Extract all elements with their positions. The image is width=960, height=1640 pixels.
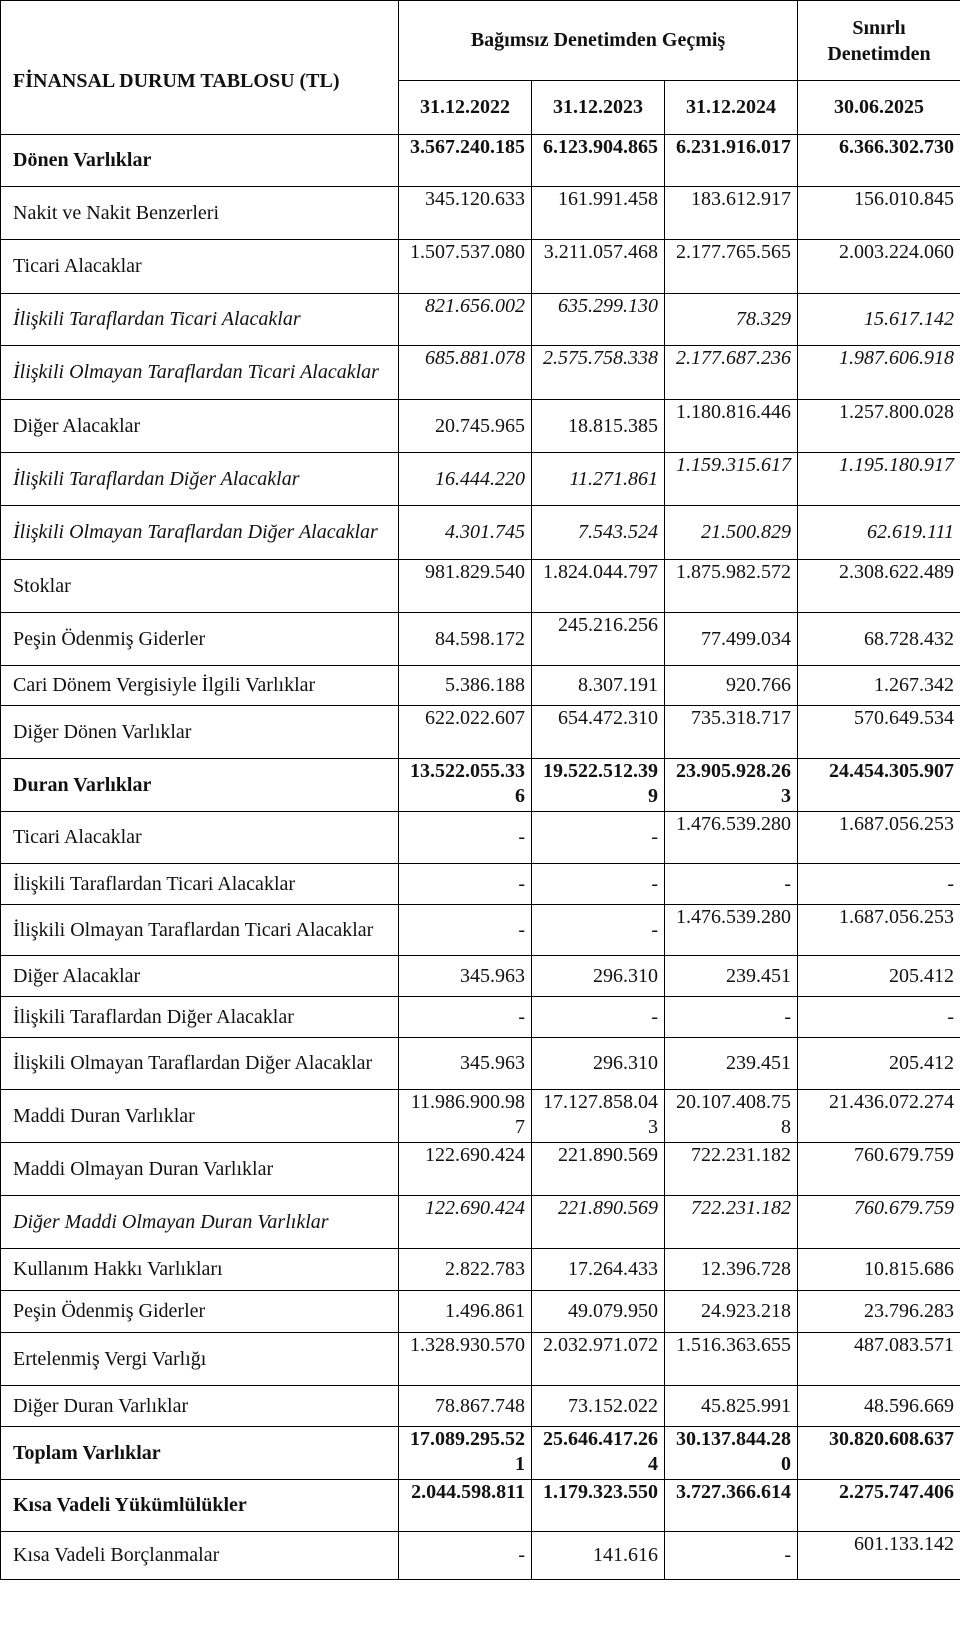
- value-cell: 156.010.845: [798, 187, 960, 240]
- value-cell: -: [798, 864, 960, 905]
- table-row: [1, 997, 960, 1038]
- row-label: Stoklar: [1, 560, 399, 613]
- value-cell: 760.679.759: [798, 1196, 960, 1249]
- value-cell: 1.507.537.080: [399, 240, 532, 294]
- value-cell: 1.875.982.572: [665, 560, 798, 613]
- table-row: [1, 453, 960, 506]
- value-cell: 685.881.078: [399, 346, 532, 400]
- value-cell: 17.089.295.521: [399, 1427, 532, 1480]
- value-cell: 1.179.323.550: [532, 1480, 665, 1532]
- table-row: [1, 1143, 960, 1196]
- limited-header: Sınırlı Denetimden: [798, 1, 960, 81]
- value-cell: 16.444.220: [399, 453, 532, 506]
- value-cell: 570.649.534: [798, 706, 960, 759]
- value-cell: 2.308.622.489: [798, 560, 960, 613]
- value-cell: 3.211.057.468: [532, 240, 665, 294]
- value-cell: 1.267.342: [798, 666, 960, 706]
- row-label: Diğer Alacaklar: [1, 956, 399, 997]
- value-cell: 20.745.965: [399, 400, 532, 453]
- table-row: [1, 400, 960, 453]
- audited-header: Bağımsız Denetimden Geçmiş: [399, 1, 798, 81]
- value-cell: 2.177.687.236: [665, 346, 798, 400]
- table-row: [1, 1427, 960, 1480]
- value-cell: -: [399, 997, 532, 1038]
- value-cell: 10.815.686: [798, 1249, 960, 1291]
- value-cell: 122.690.424: [399, 1143, 532, 1196]
- value-cell: 11.271.861: [532, 453, 665, 506]
- value-cell: 2.822.783: [399, 1249, 532, 1291]
- value-cell: 1.195.180.917: [798, 453, 960, 506]
- row-label: Diğer Maddi Olmayan Duran Varlıklar: [1, 1196, 399, 1249]
- value-cell: 2.032.971.072: [532, 1333, 665, 1386]
- value-cell: 141.616: [532, 1532, 665, 1580]
- value-cell: 722.231.182: [665, 1196, 798, 1249]
- table-row: [1, 956, 960, 997]
- value-cell: 21.500.829: [665, 506, 798, 560]
- value-cell: 78.867.748: [399, 1386, 532, 1427]
- value-cell: -: [665, 1532, 798, 1580]
- value-cell: 3.727.366.614: [665, 1480, 798, 1532]
- value-cell: 2.575.758.338: [532, 346, 665, 400]
- value-cell: -: [399, 905, 532, 956]
- table-row: [1, 613, 960, 666]
- value-cell: 654.472.310: [532, 706, 665, 759]
- value-cell: 1.496.861: [399, 1291, 532, 1333]
- row-label: Cari Dönem Vergisiyle İlgili Varlıklar: [1, 666, 399, 706]
- value-cell: 84.598.172: [399, 613, 532, 666]
- row-label: İlişkili Olmayan Taraflardan Ticari Alacaklar: [1, 905, 399, 956]
- value-cell: 1.687.056.253: [798, 905, 960, 956]
- value-cell: 19.522.512.399: [532, 759, 665, 812]
- row-label: Diğer Dönen Varlıklar: [1, 706, 399, 759]
- value-cell: 183.612.917: [665, 187, 798, 240]
- table-row: [1, 759, 960, 812]
- value-cell: 296.310: [532, 1038, 665, 1090]
- value-cell: 25.646.417.264: [532, 1427, 665, 1480]
- value-cell: 73.152.022: [532, 1386, 665, 1427]
- value-cell: 1.257.800.028: [798, 400, 960, 453]
- table-row: [1, 706, 960, 759]
- row-label: Toplam Varlıklar: [1, 1427, 399, 1480]
- table-row: [1, 1249, 960, 1291]
- value-cell: 4.301.745: [399, 506, 532, 560]
- row-label: Kısa Vadeli Borçlanmalar: [1, 1532, 399, 1580]
- value-cell: 6.231.916.017: [665, 135, 798, 187]
- row-label: Peşin Ödenmiş Giderler: [1, 1291, 399, 1333]
- value-cell: 8.307.191: [532, 666, 665, 706]
- value-cell: 345.120.633: [399, 187, 532, 240]
- value-cell: 205.412: [798, 956, 960, 997]
- row-label: Nakit ve Nakit Benzerleri: [1, 187, 399, 240]
- row-label: Ertelenmiş Vergi Varlığı: [1, 1333, 399, 1386]
- value-cell: 23.796.283: [798, 1291, 960, 1333]
- table-row: [1, 864, 960, 905]
- value-cell: 221.890.569: [532, 1143, 665, 1196]
- value-cell: -: [665, 864, 798, 905]
- value-cell: 24.454.305.907: [798, 759, 960, 812]
- date-header: 30.06.2025: [798, 81, 960, 135]
- value-cell: 45.825.991: [665, 1386, 798, 1427]
- value-cell: 1.687.056.253: [798, 812, 960, 864]
- value-cell: 1.476.539.280: [665, 812, 798, 864]
- value-cell: 722.231.182: [665, 1143, 798, 1196]
- value-cell: 2.275.747.406: [798, 1480, 960, 1532]
- table-row: [1, 812, 960, 864]
- value-cell: 6.366.302.730: [798, 135, 960, 187]
- row-label: İlişkili Olmayan Taraflardan Diğer Alacaklar: [1, 1038, 399, 1090]
- value-cell: 296.310: [532, 956, 665, 997]
- value-cell: -: [798, 997, 960, 1038]
- value-cell: 1.516.363.655: [665, 1333, 798, 1386]
- value-cell: 49.079.950: [532, 1291, 665, 1333]
- value-cell: 23.905.928.263: [665, 759, 798, 812]
- row-label: Peşin Ödenmiş Giderler: [1, 613, 399, 666]
- row-label: Dönen Varlıklar: [1, 135, 399, 187]
- table-row: [1, 187, 960, 240]
- value-cell: 17.264.433: [532, 1249, 665, 1291]
- row-label: Kısa Vadeli Yükümlülükler: [1, 1480, 399, 1532]
- value-cell: 48.596.669: [798, 1386, 960, 1427]
- value-cell: 735.318.717: [665, 706, 798, 759]
- row-label: İlişkili Taraflardan Diğer Alacaklar: [1, 453, 399, 506]
- value-cell: 1.476.539.280: [665, 905, 798, 956]
- value-cell: 11.986.900.987: [399, 1090, 532, 1143]
- value-cell: -: [399, 1532, 532, 1580]
- row-label: Duran Varlıklar: [1, 759, 399, 812]
- value-cell: 245.216.256: [532, 613, 665, 666]
- value-cell: 239.451: [665, 956, 798, 997]
- table-row: [1, 905, 960, 956]
- row-label: Diğer Alacaklar: [1, 400, 399, 453]
- table-row: [1, 1386, 960, 1427]
- value-cell: 1.328.930.570: [399, 1333, 532, 1386]
- value-cell: 13.522.055.336: [399, 759, 532, 812]
- table-row: [1, 560, 960, 613]
- value-cell: 2.044.598.811: [399, 1480, 532, 1532]
- value-cell: 161.991.458: [532, 187, 665, 240]
- value-cell: 1.159.315.617: [665, 453, 798, 506]
- value-cell: 62.619.111: [798, 506, 960, 560]
- value-cell: 17.127.858.043: [532, 1090, 665, 1143]
- value-cell: 20.107.408.758: [665, 1090, 798, 1143]
- value-cell: 221.890.569: [532, 1196, 665, 1249]
- value-cell: -: [665, 997, 798, 1038]
- value-cell: 487.083.571: [798, 1333, 960, 1386]
- value-cell: 601.133.142: [798, 1532, 960, 1580]
- value-cell: -: [532, 864, 665, 905]
- value-cell: 2.177.765.565: [665, 240, 798, 294]
- value-cell: 15.617.142: [798, 294, 960, 346]
- value-cell: 18.815.385: [532, 400, 665, 453]
- date-header: 31.12.2023: [532, 81, 665, 135]
- table-row: [1, 506, 960, 560]
- value-cell: 68.728.432: [798, 613, 960, 666]
- date-header: 31.12.2024: [665, 81, 798, 135]
- row-label: Maddi Olmayan Duran Varlıklar: [1, 1143, 399, 1196]
- value-cell: 5.386.188: [399, 666, 532, 706]
- value-cell: 6.123.904.865: [532, 135, 665, 187]
- value-cell: 12.396.728: [665, 1249, 798, 1291]
- row-label: Kullanım Hakkı Varlıkları: [1, 1249, 399, 1291]
- row-label: İlişkili Taraflardan Diğer Alacaklar: [1, 997, 399, 1038]
- row-label: Diğer Duran Varlıklar: [1, 1386, 399, 1427]
- table-row: [1, 240, 960, 294]
- value-cell: 77.499.034: [665, 613, 798, 666]
- row-label: Maddi Duran Varlıklar: [1, 1090, 399, 1143]
- value-cell: -: [399, 864, 532, 905]
- value-cell: 205.412: [798, 1038, 960, 1090]
- table-row: [1, 346, 960, 400]
- value-cell: 981.829.540: [399, 560, 532, 613]
- table-row: [1, 1480, 960, 1532]
- value-cell: 21.436.072.274: [798, 1090, 960, 1143]
- value-cell: 3.567.240.185: [399, 135, 532, 187]
- value-cell: -: [399, 812, 532, 864]
- value-cell: 7.543.524: [532, 506, 665, 560]
- value-cell: 1.824.044.797: [532, 560, 665, 613]
- table-row: [1, 1532, 960, 1580]
- value-cell: -: [532, 997, 665, 1038]
- value-cell: 345.963: [399, 956, 532, 997]
- value-cell: 78.329: [665, 294, 798, 346]
- value-cell: 622.022.607: [399, 706, 532, 759]
- row-label: İlişkili Taraflardan Ticari Alacaklar: [1, 864, 399, 905]
- value-cell: 821.656.002: [399, 294, 532, 346]
- value-cell: 30.820.608.637: [798, 1427, 960, 1480]
- value-cell: 920.766: [665, 666, 798, 706]
- row-label: Ticari Alacaklar: [1, 812, 399, 864]
- row-label: İlişkili Olmayan Taraflardan Ticari Alacaklar: [1, 346, 399, 400]
- row-label: İlişkili Olmayan Taraflardan Diğer Alacaklar: [1, 506, 399, 560]
- value-cell: 30.137.844.280: [665, 1427, 798, 1480]
- value-cell: 2.003.224.060: [798, 240, 960, 294]
- value-cell: 239.451: [665, 1038, 798, 1090]
- table-row: [1, 1038, 960, 1090]
- value-cell: 345.963: [399, 1038, 532, 1090]
- value-cell: 24.923.218: [665, 1291, 798, 1333]
- value-cell: -: [532, 905, 665, 956]
- value-cell: 122.690.424: [399, 1196, 532, 1249]
- value-cell: -: [532, 812, 665, 864]
- table-row: [1, 1196, 960, 1249]
- value-cell: 1.180.816.446: [665, 400, 798, 453]
- date-header: 31.12.2022: [399, 81, 532, 135]
- table-row: [1, 135, 960, 187]
- table-title: FİNANSAL DURUM TABLOSU (TL): [1, 1, 399, 135]
- table-row: [1, 1291, 960, 1333]
- table-row: [1, 1090, 960, 1143]
- value-cell: 760.679.759: [798, 1143, 960, 1196]
- table-row: [1, 666, 960, 706]
- table-row: [1, 1333, 960, 1386]
- row-label: İlişkili Taraflardan Ticari Alacaklar: [1, 294, 399, 346]
- row-label: Ticari Alacaklar: [1, 240, 399, 294]
- table-row: [1, 294, 960, 346]
- value-cell: 635.299.130: [532, 294, 665, 346]
- value-cell: 1.987.606.918: [798, 346, 960, 400]
